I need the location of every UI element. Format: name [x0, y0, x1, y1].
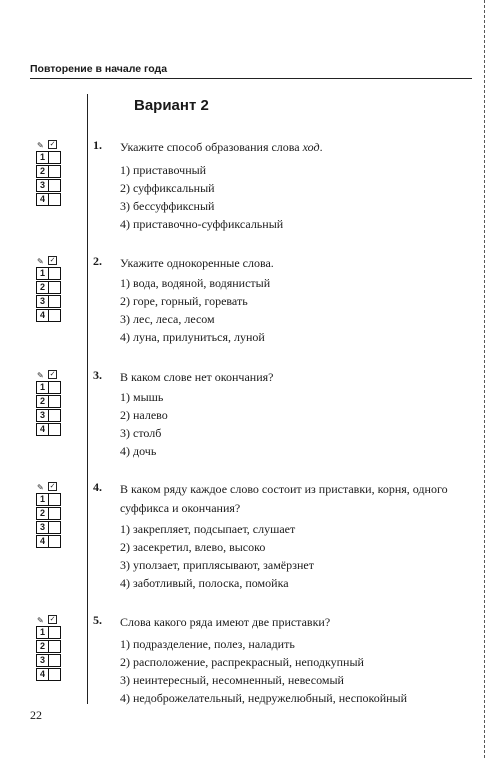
answer-option: 2) суффиксальный: [120, 181, 215, 195]
answer-row: [36, 409, 76, 422]
answer-number: 3: [36, 521, 49, 534]
answer-box[interactable]: [49, 507, 61, 520]
answer-option: 4) луна, прилуниться, луной: [120, 330, 265, 344]
answer-number: 4: [36, 535, 49, 548]
checkbox-icon: ✓: [49, 370, 56, 378]
answer-number: 4: [36, 193, 49, 206]
answer-option: 1) вода, водяной, водянистый: [120, 276, 271, 290]
answer-grid: [36, 615, 76, 682]
answer-grid: [36, 256, 76, 323]
answer-box[interactable]: [49, 409, 61, 422]
answer-number: 2: [36, 165, 49, 178]
answer-row: [36, 151, 76, 164]
answer-number: 1: [36, 381, 49, 394]
question-text: Укажите однокоренные слова.: [120, 256, 274, 270]
answer-row: [36, 281, 76, 294]
cut-line: [484, 0, 485, 758]
answer-row: [36, 295, 76, 308]
answer-box[interactable]: [49, 654, 61, 667]
answer-row: [36, 668, 76, 681]
answer-number: 2: [36, 395, 49, 408]
answer-option: 1) мышь: [120, 390, 164, 404]
question-text: В каком ряду каждое слово состоит из приставки, корня, одного суффикса и окончания?: [120, 482, 448, 515]
answer-row: [36, 493, 76, 506]
answer-row: [36, 521, 76, 534]
answer-grid: [36, 140, 76, 207]
header-divider: [30, 78, 472, 79]
answer-option: 4) заботливый, полоска, помойка: [120, 576, 289, 590]
answer-box[interactable]: [49, 281, 61, 294]
answer-row: [36, 165, 76, 178]
answer-row: [36, 381, 76, 394]
answer-option: 2) налево: [120, 408, 168, 422]
checkbox-icon: ✓: [49, 140, 56, 148]
answer-number: 1: [36, 267, 49, 280]
answer-number: 3: [36, 295, 49, 308]
answer-option: 1) подразделение, полез, наладить: [120, 637, 295, 651]
question-text: Слова какого ряда имеют две приставки?: [120, 615, 331, 629]
margin-divider: [87, 94, 88, 704]
answer-number: 4: [36, 423, 49, 436]
answer-box[interactable]: [49, 151, 61, 164]
answer-option: 3) бессуффиксный: [120, 199, 215, 213]
answer-row: [36, 193, 76, 206]
answer-box[interactable]: [49, 626, 61, 639]
page-number: 22: [30, 708, 42, 722]
pencil-icon: ✎: [37, 371, 44, 380]
answer-row: [36, 267, 76, 280]
question-number: 5.: [93, 613, 102, 627]
answer-number: 4: [36, 309, 49, 322]
answer-box[interactable]: [49, 640, 61, 653]
question-text: Укажите способ образования слова ход.: [120, 140, 323, 154]
answer-box[interactable]: [49, 295, 61, 308]
answer-option: 2) засекретил, влево, высоко: [120, 540, 266, 554]
answer-number: 2: [36, 281, 49, 294]
answer-option: 2) расположение, распрекрасный, неподкупный: [120, 655, 364, 669]
answer-box[interactable]: [49, 165, 61, 178]
answer-option: 2) горе, горный, горевать: [120, 294, 248, 308]
pencil-icon: ✎: [37, 483, 44, 492]
answer-number: 1: [36, 151, 49, 164]
answer-grid: [36, 370, 76, 437]
answer-box[interactable]: [49, 535, 61, 548]
answer-option: 3) уползает, приплясывают, замёрзнет: [120, 558, 314, 572]
answer-box[interactable]: [49, 309, 61, 322]
question-text: В каком слове нет окончания?: [120, 370, 274, 384]
answer-box[interactable]: [49, 493, 61, 506]
answer-option: 4) приставочно-суффиксальный: [120, 217, 284, 231]
checkbox-icon: ✓: [49, 482, 56, 490]
answer-row: [36, 654, 76, 667]
answer-number: 3: [36, 179, 49, 192]
answer-box[interactable]: [49, 395, 61, 408]
answer-number: 3: [36, 654, 49, 667]
answer-option: 4) дочь: [120, 444, 157, 458]
answer-option: 3) неинтересный, несомненный, невесомый: [120, 673, 344, 687]
answer-row: [36, 179, 76, 192]
answer-number: 1: [36, 626, 49, 639]
pencil-icon: ✎: [37, 257, 44, 266]
answer-number: 4: [36, 668, 49, 681]
answer-box[interactable]: [49, 179, 61, 192]
answer-number: 2: [36, 507, 49, 520]
section-header: Повторение в начале года: [30, 63, 168, 75]
variant-title: Вариант 2: [134, 97, 209, 114]
answer-grid: [36, 482, 76, 549]
answer-row: [36, 507, 76, 520]
answer-option: 3) столб: [120, 426, 162, 440]
pencil-icon: ✎: [37, 141, 44, 150]
answer-box[interactable]: [49, 668, 61, 681]
answer-box[interactable]: [49, 423, 61, 436]
answer-box[interactable]: [49, 193, 61, 206]
checkbox-icon: ✓: [49, 256, 56, 264]
answer-box[interactable]: [49, 381, 61, 394]
answer-number: 1: [36, 493, 49, 506]
question-word: ход: [302, 140, 320, 154]
answer-option: 4) недоброжелательный, недружелюбный, неспокойный: [120, 691, 408, 705]
answer-option: 1) приставочный: [120, 163, 207, 177]
question-number: 1.: [93, 138, 102, 152]
answer-number: 2: [36, 640, 49, 653]
answer-option: 3) лес, леса, лесом: [120, 312, 215, 326]
answer-row: [36, 626, 76, 639]
answer-row: [36, 395, 76, 408]
question-number: 4.: [93, 480, 102, 494]
answer-row: [36, 640, 76, 653]
answer-box[interactable]: [49, 521, 61, 534]
answer-row: [36, 423, 76, 436]
answer-row: [36, 535, 76, 548]
pencil-icon: ✎: [37, 616, 44, 625]
answer-row: [36, 309, 76, 322]
question-number: 3.: [93, 368, 102, 382]
checkbox-icon: ✓: [49, 615, 56, 623]
answer-option: 1) закрепляет, подсыпает, слушает: [120, 522, 296, 536]
answer-number: 3: [36, 409, 49, 422]
answer-box[interactable]: [49, 267, 61, 280]
question-number: 2.: [93, 254, 102, 268]
